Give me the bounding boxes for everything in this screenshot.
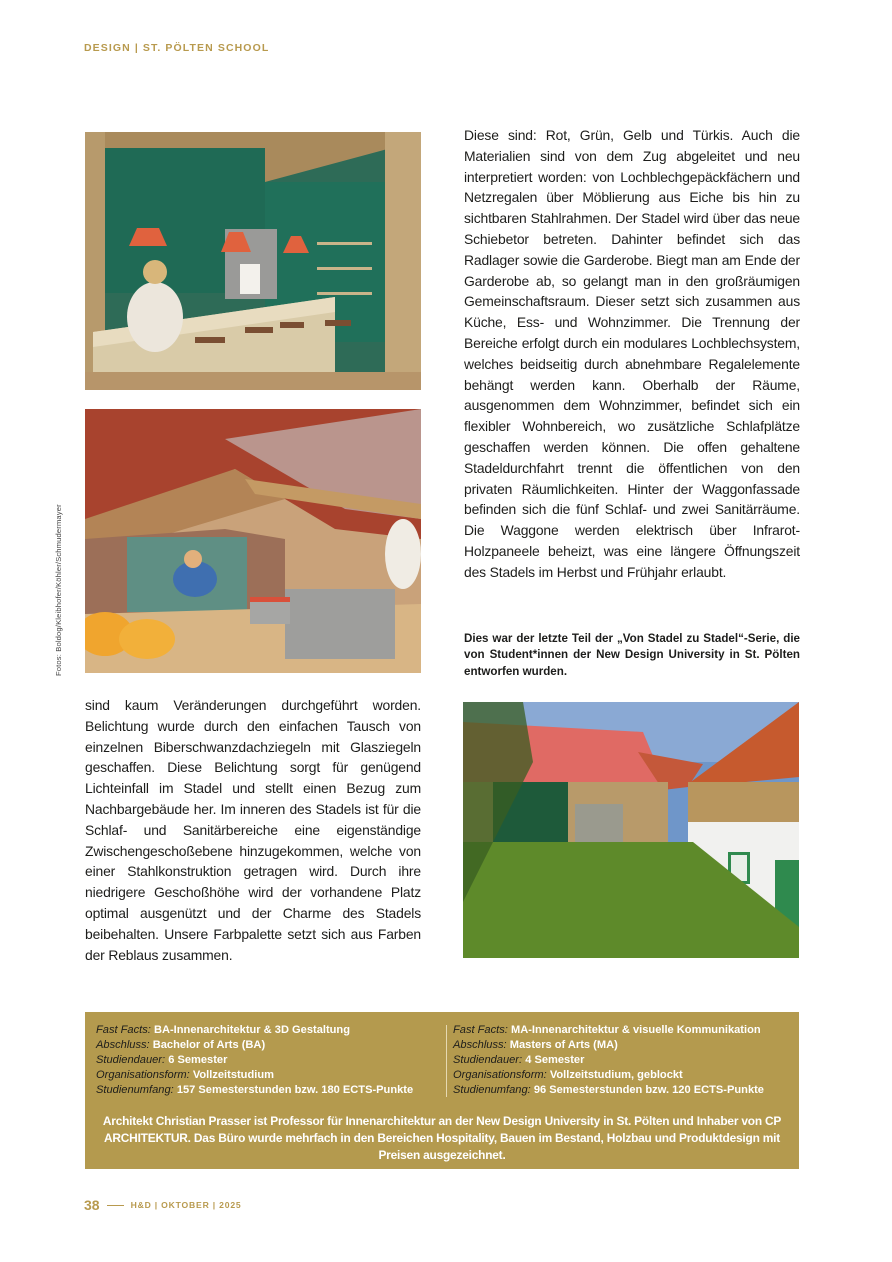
fact-label: Studiendauer: <box>96 1054 166 1066</box>
facts-divider <box>446 1025 447 1097</box>
fact-row <box>453 1053 798 1068</box>
fact-value: Bachelor of Arts (BA) <box>152 1039 266 1051</box>
fast-facts-ba <box>96 1023 441 1098</box>
section-kicker: DESIGN | ST. PÖLTEN SCHOOL <box>84 42 270 54</box>
fact-label: Organisationsform: <box>96 1069 190 1081</box>
fast-facts-box <box>85 1012 799 1169</box>
kitchen-rendering-image <box>85 132 421 390</box>
fact-value: MA-Innenarchitektur & visuelle Kommunikation <box>510 1024 761 1036</box>
barn-exterior-rendering-image <box>463 702 799 958</box>
fact-row <box>453 1038 798 1053</box>
fact-value: 157 Semesterstunden bzw. 180 ECTS-Punkte <box>176 1084 414 1096</box>
fact-label: Studiendauer: <box>453 1054 523 1066</box>
fact-value: Masters of Arts (MA) <box>509 1039 618 1051</box>
fact-row <box>453 1068 798 1083</box>
footer-rule <box>107 1205 124 1206</box>
fact-label: Studienumfang: <box>453 1084 531 1096</box>
article-text-right-column <box>464 125 800 583</box>
article-paragraph: Diese sind: Rot, Grün, Gelb und Türkis. Auch die Materialien sind von dem Zug abgeleitet und neu interpretiert worden: von Lochblechgepäckfächern und Netzregalen über Möblierung aus Eiche bis hin zu sichtbaren Stahlrahmen. Der Stadel wird über das neue Schiebetor betreten. Dahinter befindet sich das Radlager sowie die Garderobe. Biegt man am Ende der Garderobe ab, so gelangt man in den großräumigen Gemeinschaftsraum. Dieser setzt sich zusammen aus Küche, Ess- und Wohnzimmer. Die Trennung der Bereiche erfolgt durch ein modulares Lochblechsystem, welches beidseitig durch abnehmbare Regalelemente behängt werden kann. Oberhalb der Räume, ausgenommen dem Wohnzimmer, befindet sich ein flexibler Wohnbereich, wo zusätzliche Schlafplätze geschaffen werden können. Die offen gehaltene Stadeldurchfahrt trennt die öffentlichen von den privaten Räumlichkeiten. Hinter der Waggonfassade befinden sich die fünf Schlaf- und zwei Sanitärräume. Die Waggone werden elektrisch über Infrarot-Holzpaneele beheizt, was eine längere Öffnungszeit des Stadels im Herbst und Frühjahr erlaubt. <box>464 127 800 580</box>
fact-label: Fast Facts: <box>453 1024 508 1036</box>
fact-label: Abschluss: <box>96 1039 150 1051</box>
fact-row <box>453 1083 798 1098</box>
fact-row <box>96 1038 441 1053</box>
fact-row <box>96 1068 441 1083</box>
fact-row <box>453 1023 798 1038</box>
fact-value: Vollzeitstudium, geblockt <box>549 1069 683 1081</box>
fact-value: 96 Semesterstunden bzw. 120 ECTS-Punkte <box>533 1084 764 1096</box>
author-bio: Architekt Christian Prasser ist Professor für Innenarchitektur an der New Design University in St. Pölten und Inhaber von CP ARCHITEKTUR. Das Büro wurde mehrfach in den Bereichen Hospitality, Bauen im Bestand, Holzbau und Produktdesign mit Preisen ausgezeichnet. <box>102 1114 782 1162</box>
fact-value: Vollzeitstudium <box>192 1069 274 1081</box>
fact-value: BA-Innenarchitektur & 3D Gestaltung <box>153 1024 350 1036</box>
photo-credit: Fotos: Boldog/Kleibhofer/Köhler/Schmudermayer <box>54 504 63 676</box>
issue-label: H&D | OKTOBER | 2025 <box>130 1200 242 1210</box>
series-closing-note: Dies war der letzte Teil der „Von Stadel zu Stadel“-Serie, die von Student*innen der New Design University in St. Pölten entworfen wurden. <box>464 632 800 678</box>
page-number: 38 <box>84 1197 100 1213</box>
fact-label: Abschluss: <box>453 1039 507 1051</box>
fact-label: Organisationsform: <box>453 1069 547 1081</box>
fact-row <box>96 1053 441 1068</box>
fact-value: 4 Semester <box>525 1054 585 1066</box>
page-footer <box>84 1197 242 1213</box>
fact-label: Studienumfang: <box>96 1084 174 1096</box>
attic-rendering-image <box>85 409 421 673</box>
fact-row <box>96 1083 441 1098</box>
fast-facts-ma <box>453 1023 798 1098</box>
fact-row <box>96 1023 441 1038</box>
article-text-left-column <box>85 695 421 965</box>
fact-label: Fast Facts: <box>96 1024 151 1036</box>
article-paragraph: sind kaum Veränderungen durchgeführt worden. Belichtung wurde durch den einfachen Tausch von einzelnen Biberschwanzdachziegeln mit Glasziegeln geschaffen. Diese Belichtung sorgt für genügend Lichteinfall im Stadel und stellt einen Bezug zum Nachbargebäude her. Im inneren des Stadels ist für die Schlaf- und Sanitärbereiche eine eigenständige Zwischengeschoßebene hinzugekommen, welche von einer Stahlkonstruktion getragen wird. Durch ihre niedrigere Geschoßhöhe wird der vorhandene Platz optimal ausgenützt und der Charme des Stadels beibehalten. Unsere Farbpalette setzt sich aus Farben der Reblaus zusammen. <box>85 697 421 963</box>
fact-value: 6 Semester <box>168 1054 228 1066</box>
